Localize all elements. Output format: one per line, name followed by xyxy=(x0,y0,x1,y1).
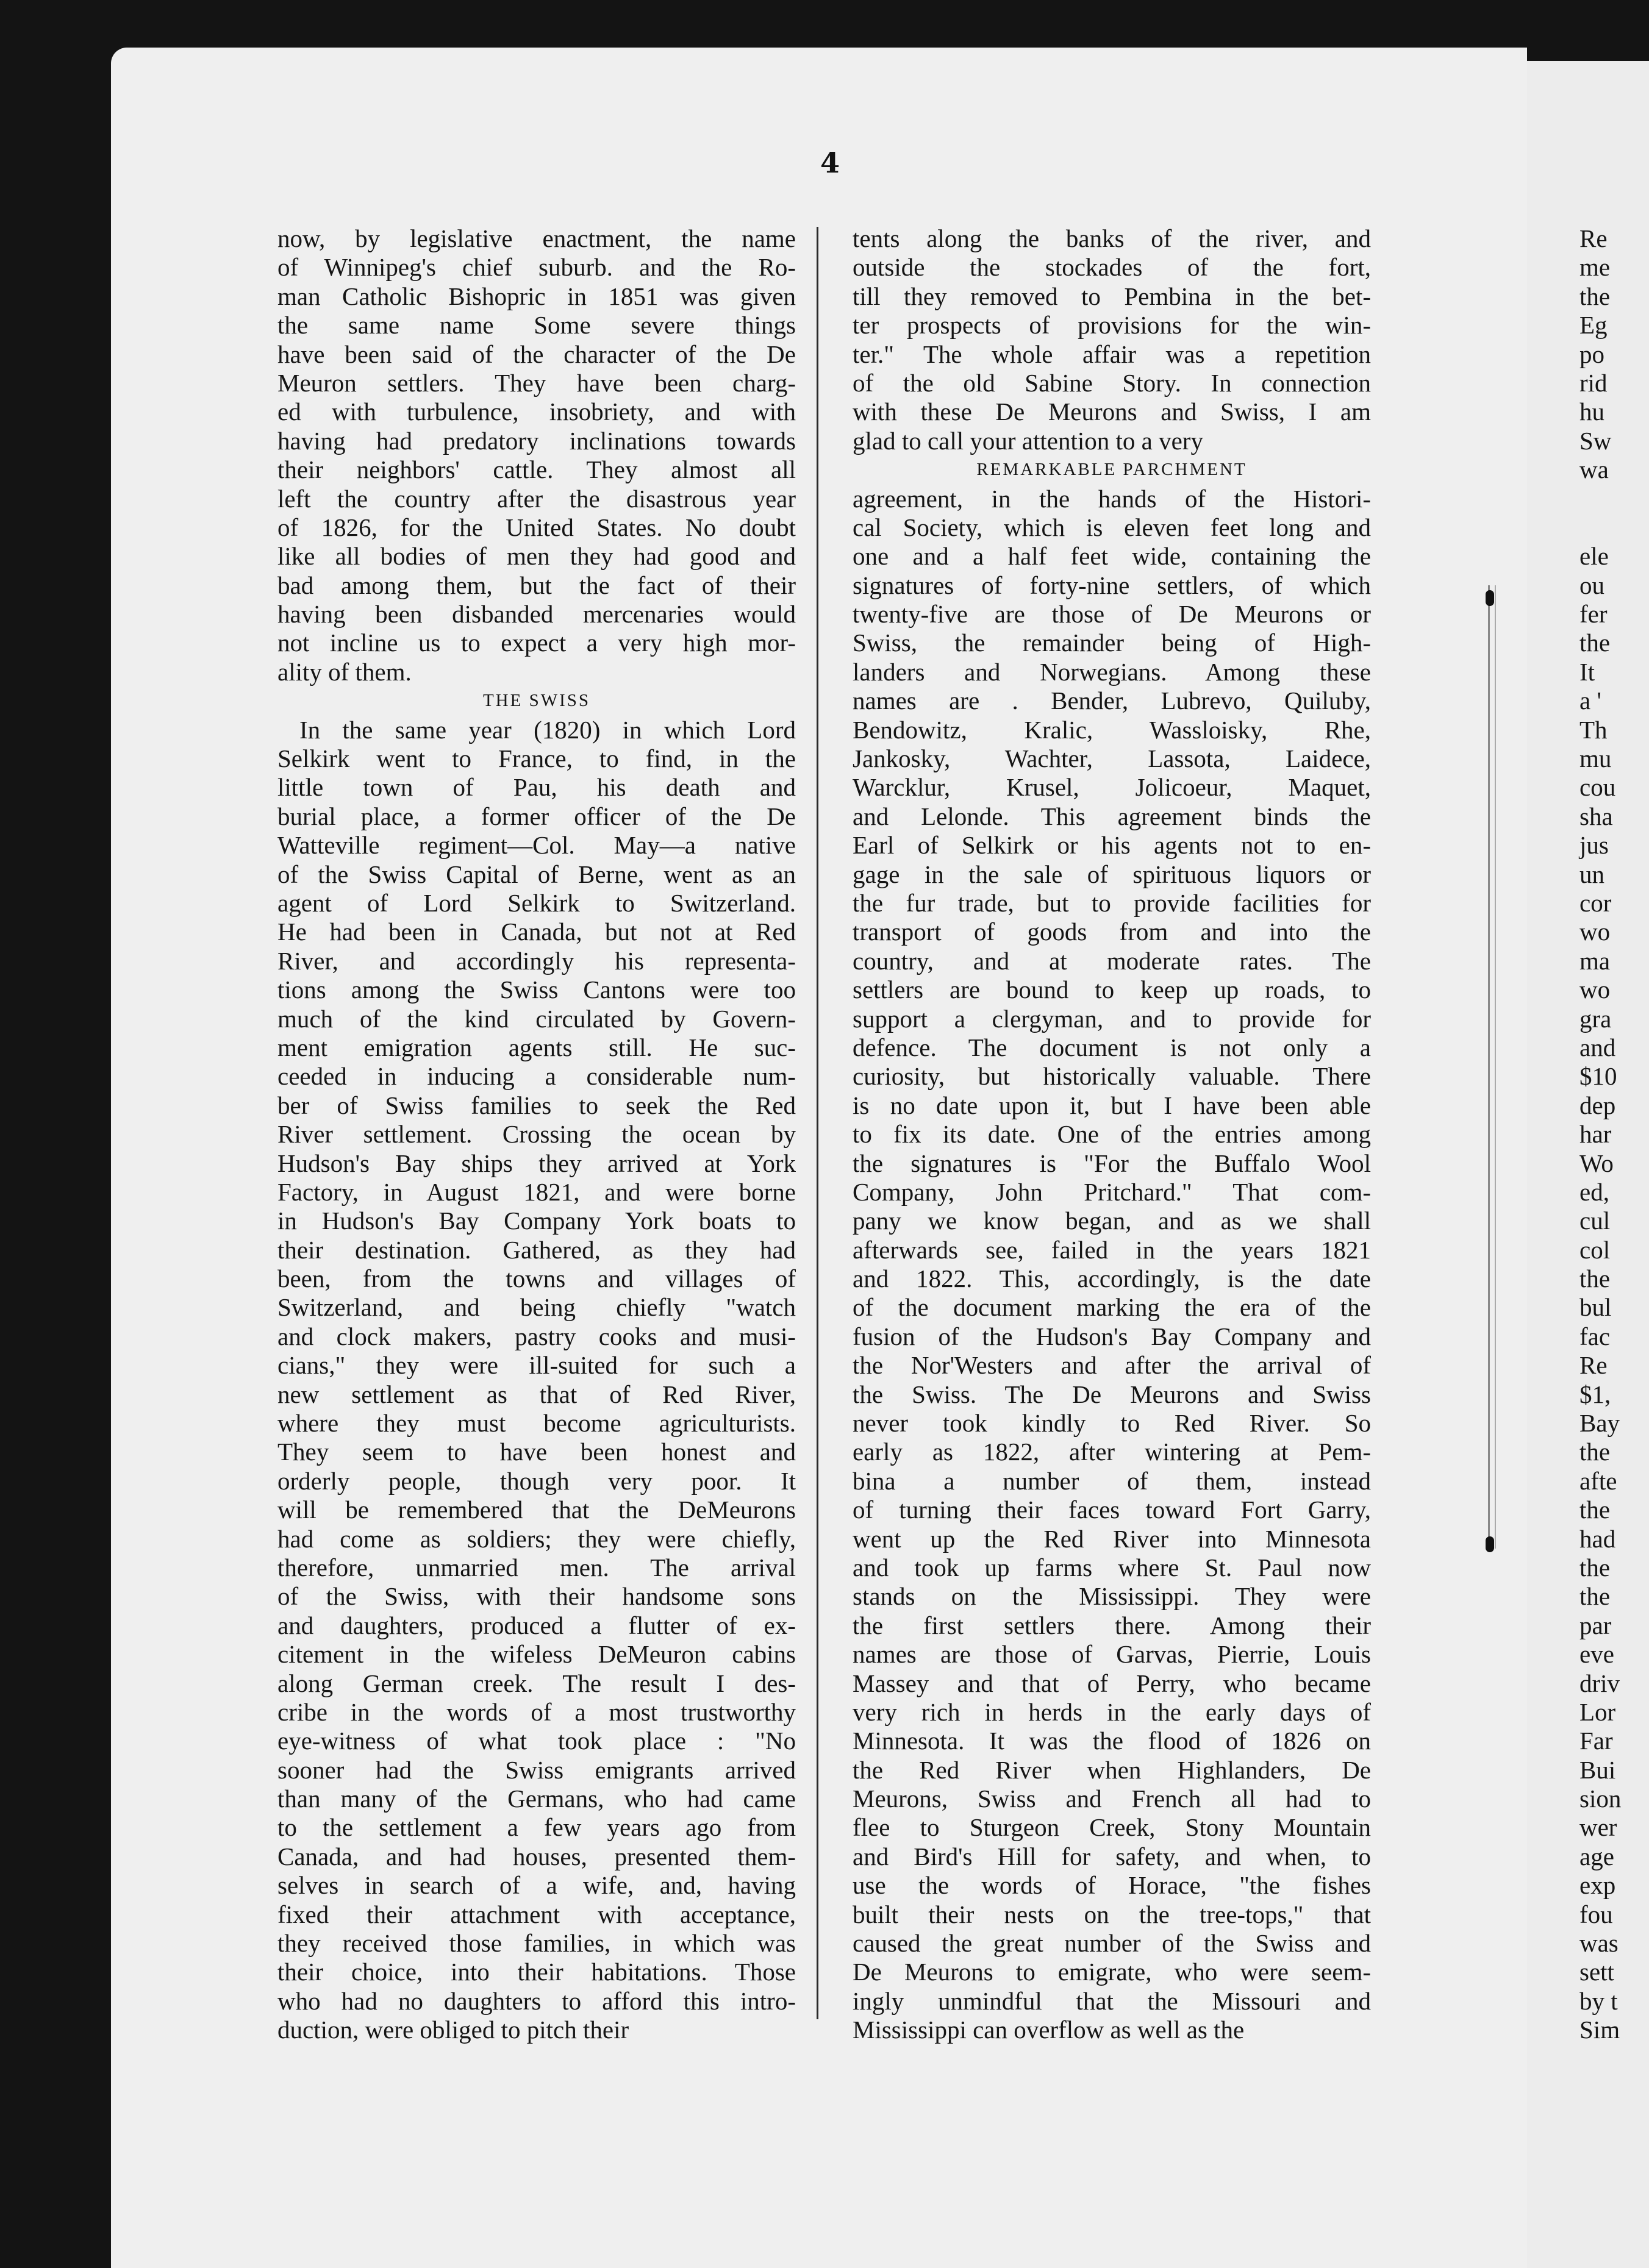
text-line: and Bird's Hill for safety, and when, to xyxy=(853,1842,1371,1870)
text-line: Watteville regiment—Col. May—a native xyxy=(277,831,796,860)
text-line: left the country after the disastrous year xyxy=(277,484,796,513)
section-heading-the-swiss: THE SWISS xyxy=(482,691,591,711)
facing-page-fragment: a ' xyxy=(1579,686,1601,715)
text-line: burial place, a former officer of the De xyxy=(277,802,796,830)
facing-page-fragment: the xyxy=(1579,629,1611,657)
text-line: bad among them, but the fact of their xyxy=(277,571,796,599)
text-line: not incline us to expect a very high mor- xyxy=(277,629,796,657)
text-line: sooner had the Swiss emigrants arrived xyxy=(277,1755,796,1784)
text-line: selves in search of a wife, and, having xyxy=(277,1871,796,1900)
text-line: and daughters, produced a flutter of ex- xyxy=(277,1611,796,1639)
page-number: 4 xyxy=(820,146,840,179)
facing-page-fragment: jus xyxy=(1579,831,1609,860)
facing-page-fragment: wa xyxy=(1579,455,1609,484)
column-divider xyxy=(817,227,818,2019)
text-line: afterwards see, failed in the years 1821 xyxy=(853,1235,1371,1264)
text-line: their destination. Gathered, as they had xyxy=(277,1235,796,1264)
facing-page-fragment: dep xyxy=(1579,1091,1616,1119)
text-line: ter." The whole affair was a repetition xyxy=(853,340,1371,368)
text-line: support a clergyman, and to provide for xyxy=(853,1004,1371,1033)
facing-page-fragment: ed, xyxy=(1579,1177,1609,1206)
text-line: De Meurons to emigrate, who were seem- xyxy=(853,1958,1371,1986)
text-line: tents along the banks of the river, and xyxy=(853,224,1371,252)
facing-page-fragment: sha xyxy=(1579,802,1613,830)
facing-page-fragment: ou xyxy=(1579,571,1604,599)
facing-page-fragment xyxy=(1579,485,1621,513)
facing-page-fragment: cor xyxy=(1579,888,1612,917)
text-line: agent of Lord Selkirk to Switzerland. xyxy=(277,888,796,917)
facing-page-fragment: $1, xyxy=(1579,1380,1611,1408)
text-line: use the words of Horace, "the fishes xyxy=(853,1871,1371,1900)
binding-stitch xyxy=(1488,585,1496,1549)
text-line: their neighbors' cattle. They almost all xyxy=(277,455,796,484)
text-line: the Nor'Westers and after the arrival of xyxy=(853,1351,1371,1380)
text-line: the first settlers there. Among their xyxy=(853,1611,1371,1639)
facing-page-fragment: mu xyxy=(1579,744,1612,773)
text-line: to the settlement a few years ago from xyxy=(277,1813,796,1842)
text-line: orderly people, though very poor. It xyxy=(277,1466,796,1495)
text-line: ment emigration agents still. He suc- xyxy=(277,1033,796,1061)
facing-page-fragment: driv xyxy=(1579,1669,1620,1697)
text-line: their choice, into their habitations. Those xyxy=(277,1958,796,1986)
facing-page-fragment: ele xyxy=(1579,542,1609,571)
text-line: bina a number of them, instead xyxy=(853,1466,1371,1495)
text-line: ingly unmindful that the Missouri and xyxy=(853,1986,1371,2015)
text-line: ceeded in inducing a considerable num- xyxy=(277,1062,796,1091)
text-line: stands on the Mississippi. They were xyxy=(853,1582,1371,1611)
text-line: country, and at moderate rates. The xyxy=(853,946,1371,975)
facing-page-fragment: fac xyxy=(1579,1322,1611,1350)
text-line: of Winnipeg's chief suburb. and the Ro- xyxy=(277,253,796,282)
text-line: and clock makers, pastry cooks and musi- xyxy=(277,1322,796,1350)
facing-page-fragment: afte xyxy=(1579,1466,1617,1495)
facing-page-fragment: Th xyxy=(1579,715,1608,744)
facing-page-fragment: by t xyxy=(1579,1986,1618,2015)
text-line: Meuron settlers. They have been charg- xyxy=(277,368,796,397)
text-line: Switzerland, and being chiefly "watch xyxy=(277,1293,796,1322)
text-line: duction, were obliged to pitch their xyxy=(277,2016,629,2044)
facing-page-fragment: age xyxy=(1579,1842,1614,1870)
facing-page-fragment: sett xyxy=(1579,1958,1614,1986)
text-line: and Lelonde. This agreement binds the xyxy=(853,802,1371,830)
text-line: like all bodies of men they had good and xyxy=(277,542,796,571)
text-line: will be remembered that the DeMeurons xyxy=(277,1496,796,1524)
paragraph-tents-sabine-story xyxy=(853,224,1371,455)
text-line: one and a half feet wide, containing the xyxy=(853,542,1371,571)
facing-page-fragment: Bui xyxy=(1579,1755,1616,1784)
facing-page-fragment xyxy=(1579,513,1621,542)
facing-page-fragment: cou xyxy=(1579,773,1616,802)
text-line: names are . Bender, Lubrevo, Quiluby, xyxy=(853,686,1371,715)
facing-page-fragment: gra xyxy=(1579,1004,1612,1033)
facing-page-fragment: hu xyxy=(1579,398,1604,426)
facing-page-fragment: ma xyxy=(1579,946,1611,975)
text-line: ter prospects of provisions for the win- xyxy=(853,311,1371,340)
text-line: they received those families, in which was xyxy=(277,1929,796,1958)
text-line: defence. The document is not only a xyxy=(853,1033,1371,1061)
text-line: agreement, in the hands of the Histori- xyxy=(853,484,1371,513)
text-line: to fix its date. One of the entries among xyxy=(853,1120,1371,1149)
text-line: of the old Sabine Story. In connection xyxy=(853,368,1371,397)
facing-page-fragment: po xyxy=(1579,340,1604,368)
text-line: ed with turbulence, insobriety, and with xyxy=(277,398,796,426)
text-line: Swiss, the remainder being of High- xyxy=(853,629,1371,657)
left-column xyxy=(277,224,796,2045)
text-line: cians," they were ill-suited for such a xyxy=(277,1351,796,1380)
text-line: man Catholic Bishopric in 1851 was given xyxy=(277,282,796,310)
text-line: therefore, unmarried men. The arrival xyxy=(277,1553,796,1582)
text-line: never took kindly to Red River. So xyxy=(853,1409,1371,1438)
text-line: of 1826, for the United States. No doubt xyxy=(277,513,796,541)
text-line: Minnesota. It was the flood of 1826 on xyxy=(853,1727,1371,1755)
text-line: been, from the towns and villages of xyxy=(277,1264,796,1293)
text-line: than many of the Germans, who had came xyxy=(277,1785,796,1813)
text-line: Jankosky, Wachter, Lassota, Laidece, xyxy=(853,744,1371,773)
text-line: citement in the wifeless DeMeuron cabins xyxy=(277,1640,796,1669)
text-line: River settlement. Crossing the ocean by xyxy=(277,1120,796,1149)
text-line: the Red River when Highlanders, De xyxy=(853,1755,1371,1784)
facing-page-fragment: the xyxy=(1579,1496,1611,1524)
facing-page-fragment: exp xyxy=(1579,1871,1616,1900)
text-line: fixed their attachment with acceptance, xyxy=(277,1900,796,1928)
text-line: very rich in herds in the early days of xyxy=(853,1697,1371,1726)
facing-page-fragment: Sim xyxy=(1579,2016,1620,2044)
paragraph-demeuron-settlers xyxy=(277,224,796,686)
facing-page-fragment: Re xyxy=(1579,1351,1608,1380)
text-line: ber of Swiss families to seek the Red xyxy=(277,1091,796,1119)
facing-page-fragment: Eg xyxy=(1579,311,1608,340)
right-column xyxy=(853,224,1371,2045)
text-line: Selkirk went to France, to find, in the xyxy=(277,744,796,773)
paragraph-the-swiss xyxy=(277,716,796,2045)
text-line: Company, John Pritchard." That com- xyxy=(853,1177,1371,1206)
text-line: Hudson's Bay ships they arrived at York xyxy=(277,1149,796,1177)
facing-page-fragment: Lor xyxy=(1579,1697,1616,1726)
facing-page-fragment: fou xyxy=(1579,1900,1613,1928)
text-line: having been disbanded mercenaries would xyxy=(277,600,796,629)
text-line: the signatures is "For the Buffalo Wool xyxy=(853,1149,1371,1177)
text-line: went up the Red River into Minnesota xyxy=(853,1524,1371,1553)
facing-page-fragment: Bay xyxy=(1579,1409,1620,1438)
facing-page-fragment: wer xyxy=(1579,1813,1617,1842)
text-line: gage in the sale of spirituous liquors or xyxy=(853,860,1371,888)
text-line: settlers are bound to keep up roads, to xyxy=(853,975,1371,1004)
text-line: Meurons, Swiss and French all had to xyxy=(853,1785,1371,1813)
text-line: Factory, in August 1821, and were borne xyxy=(277,1177,796,1206)
text-line: in Hudson's Bay Company York boats to xyxy=(277,1207,796,1235)
text-line: transport of goods from and into the xyxy=(853,918,1371,946)
facing-page-fragment: eve xyxy=(1579,1640,1614,1669)
facing-page-fragment: and xyxy=(1579,1033,1616,1061)
text-line: of turning their faces toward Fort Garry, xyxy=(853,1496,1371,1524)
text-line: eye-witness of what took place : "No xyxy=(277,1727,796,1755)
facing-page-fragment: Sw xyxy=(1579,426,1612,455)
text-line: cal Society, which is eleven feet long and xyxy=(853,513,1371,541)
text-line: twenty-five are those of De Meurons or xyxy=(853,600,1371,629)
text-line: landers and Norwegians. Among these xyxy=(853,657,1371,686)
facing-page-fragment: me xyxy=(1579,253,1611,282)
facing-page-fragment: cul xyxy=(1579,1207,1611,1235)
facing-page-fragment: col xyxy=(1579,1235,1611,1264)
facing-page-text-fragments xyxy=(1579,224,1621,2045)
text-line: little town of Pau, his death and xyxy=(277,773,796,802)
text-line: built their nests on the tree-tops," that xyxy=(853,1900,1371,1928)
facing-page-fragment: had xyxy=(1579,1524,1616,1553)
text-line: of the Swiss Capital of Berne, went as an xyxy=(277,860,796,888)
text-line: fusion of the Hudson's Bay Company and xyxy=(853,1322,1371,1350)
text-line: where they must become agriculturists. xyxy=(277,1409,796,1438)
text-line: pany we know began, and as we shall xyxy=(853,1207,1371,1235)
facing-page-fragment: the xyxy=(1579,1438,1611,1466)
text-line: They seem to have been honest and xyxy=(277,1438,796,1466)
facing-page-fragment: bul xyxy=(1579,1293,1612,1322)
facing-page-fragment: fer xyxy=(1579,600,1608,629)
text-line: Massey and that of Perry, who became xyxy=(853,1669,1371,1697)
text-line: of the document marking the era of the xyxy=(853,1293,1371,1322)
text-line: glad to call your attention to a very xyxy=(853,426,1203,455)
facing-page-fragment: was xyxy=(1579,1929,1619,1958)
text-line: Earl of Selkirk or his agents not to en- xyxy=(853,831,1371,860)
text-line: He had been in Canada, but not at Red xyxy=(277,918,796,946)
text-line: and took up farms where St. Paul now xyxy=(853,1553,1371,1582)
facing-page-fragment: the xyxy=(1579,1264,1611,1293)
text-line: signatures of forty-nine settlers, of which xyxy=(853,571,1371,599)
text-line: caused the great number of the Swiss and xyxy=(853,1929,1371,1958)
text-line: much of the kind circulated by Govern- xyxy=(277,1004,796,1033)
text-line: of the Swiss, with their handsome sons xyxy=(277,1582,796,1611)
text-line: and 1822. This, accordingly, is the date xyxy=(853,1264,1371,1293)
text-line: names are those of Garvas, Pierrie, Louis xyxy=(853,1640,1371,1669)
text-line: new settlement as that of Red River, xyxy=(277,1380,796,1408)
text-line: In the same year (1820) in which Lord xyxy=(299,715,796,744)
section-heading-remarkable-parchment: REMARKABLE PARCHMENT xyxy=(976,460,1247,480)
facing-page-fragment: Wo xyxy=(1579,1149,1614,1177)
text-line: the same name Some severe things xyxy=(277,311,796,340)
stitch-hole-top xyxy=(1486,590,1494,606)
stitch-hole-bottom xyxy=(1486,1536,1494,1552)
facing-page-fragment: wo xyxy=(1579,918,1611,946)
facing-page-fragment: the xyxy=(1579,1582,1611,1611)
facing-page-fragment: sion xyxy=(1579,1785,1622,1813)
text-line: flee to Sturgeon Creek, Stony Mountain xyxy=(853,1813,1371,1842)
facing-page-fragment: the xyxy=(1579,1553,1611,1582)
text-line: ality of them. xyxy=(277,657,412,686)
facing-page-fragment: rid xyxy=(1579,368,1608,397)
text-line: the Swiss. The De Meurons and Swiss xyxy=(853,1380,1371,1408)
text-line: till they removed to Pembina in the bet- xyxy=(853,282,1371,310)
facing-page-fragment: the xyxy=(1579,282,1611,310)
facing-page-fragment: It xyxy=(1579,657,1595,686)
text-line: who had no daughters to afford this intro- xyxy=(277,1986,796,2015)
facing-page-fragment: Re xyxy=(1579,224,1608,252)
text-line: Bendowitz, Kralic, Wassloisky, Rhe, xyxy=(853,715,1371,744)
text-line: Warcklur, Krusel, Jolicoeur, Maquet, xyxy=(853,773,1371,802)
text-line: had come as soldiers; they were chiefly, xyxy=(277,1524,796,1553)
text-line: Canada, and had houses, presented them- xyxy=(277,1842,796,1870)
text-line: Mississippi can overflow as well as the xyxy=(853,2016,1245,2044)
text-line: now, by legislative enactment, the name xyxy=(277,224,796,252)
facing-page-fragment: un xyxy=(1579,860,1604,888)
text-line: is no date upon it, but I have been able xyxy=(853,1091,1371,1119)
text-line: cribe in the words of a most trustworthy xyxy=(277,1697,796,1726)
text-line: curiosity, but historically valuable. There xyxy=(853,1062,1371,1091)
facing-page-fragment: har xyxy=(1579,1120,1612,1149)
facing-page-fragment: Far xyxy=(1579,1727,1613,1755)
facing-page-fragment: par xyxy=(1579,1611,1612,1639)
facing-page-fragment: wo xyxy=(1579,975,1611,1004)
text-line: River, and accordingly his representa- xyxy=(277,946,796,975)
text-line: outside the stockades of the fort, xyxy=(853,253,1371,282)
text-line: having had predatory inclinations towards xyxy=(277,426,796,455)
text-line: tions among the Swiss Cantons were too xyxy=(277,975,796,1004)
text-line: have been said of the character of the De xyxy=(277,340,796,368)
facing-page-fragment: $10 xyxy=(1579,1062,1617,1091)
text-line: the fur trade, but to provide facilities for xyxy=(853,888,1371,917)
text-line: with these De Meurons and Swiss, I am xyxy=(853,398,1371,426)
paragraph-parchment-agreement xyxy=(853,485,1371,2045)
text-line: early as 1822, after wintering at Pem- xyxy=(853,1438,1371,1466)
text-line: along German creek. The result I des- xyxy=(277,1669,796,1697)
